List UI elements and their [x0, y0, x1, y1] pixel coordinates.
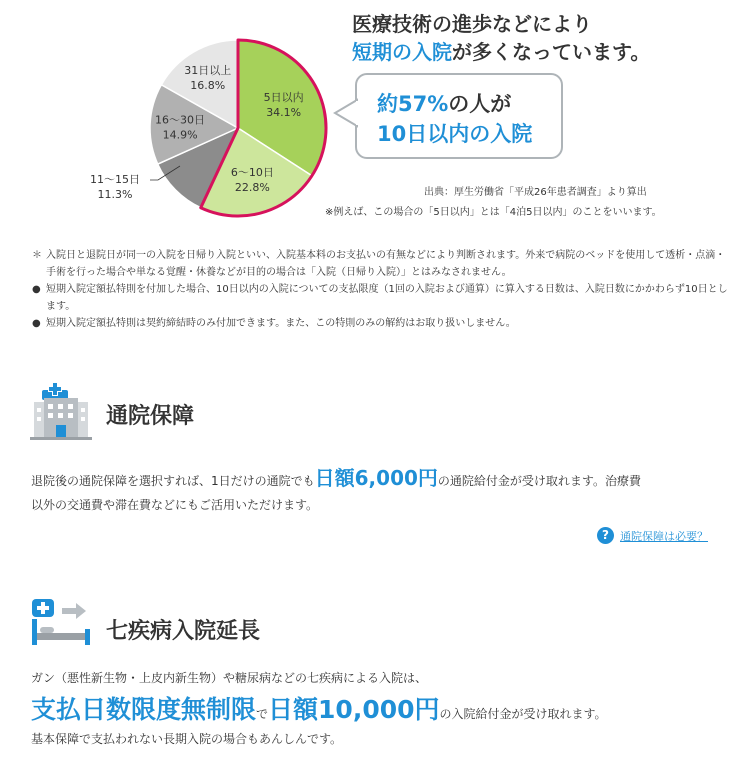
seven-diseases-emph: 支払日数限度無制限 — [31, 695, 257, 724]
seven-diseases-line3: 基本保障で支払われない長期入院の場合もあんしんです。 — [31, 732, 343, 746]
source-example: ※例えば、この場合の「5日以内」とは「4泊5日以内」のことをいいます。 — [325, 207, 662, 218]
slice-category-label: 5日以内 — [263, 91, 304, 105]
callout-line2 — [352, 38, 650, 66]
leader-line-11-15 — [150, 166, 180, 180]
note-item — [32, 247, 732, 281]
outpatient-title: 通院保障 — [106, 404, 195, 429]
slice-category-label: 16〜30日 — [155, 113, 206, 127]
bubble-text — [377, 89, 532, 149]
slice-value-label: 16.8% — [190, 79, 226, 93]
note-marker: ● — [32, 318, 41, 329]
outpatient-text-post: の通院給付金が受け取れます。治療費 — [437, 474, 641, 488]
slice-category-11-15: 11〜15日 — [90, 173, 140, 186]
slice-value-label: 14.9% — [162, 128, 198, 142]
note-text: 短期入院定額払特則を付加した場合、10日以内の入院についての支払限度（1回の入院および通算）に算入する日数は、入院日数にかかわらず10日とします。 — [46, 284, 728, 312]
source-citation: 出典：厚生労働省「平成26年患者調査」より算出 — [424, 187, 647, 198]
outpatient-amount: 日額6,000円 — [314, 466, 438, 490]
outpatient-faq-link[interactable]: 通院保障は必要？ — [620, 529, 708, 543]
callout-line1: 医療技術の進歩などにより — [352, 12, 592, 36]
seven-diseases-mid: で — [256, 707, 269, 721]
bubble-tail — [335, 100, 357, 126]
seven-diseases-amount: 日額10,000円 — [268, 695, 440, 724]
hospital-icon — [30, 380, 92, 442]
hospital-bed-icon — [30, 597, 92, 647]
callout-line2-rest: が多くなっています。 — [452, 40, 651, 64]
note-item — [32, 315, 732, 332]
note-text: 入院日と退院日が同一の入院を日帰り入院といい、入院基本料のお支払いの有無などにより判断されます。外来で病院のベッドを使用して透析・点滴・手術を行った場合や単なる覚醒・休養などが目的の場合は「入院（日帰り入院）」とはみなされません。 — [46, 250, 726, 278]
callout-heading — [352, 10, 650, 66]
speech-bubble — [355, 73, 563, 159]
seven-diseases-title: 七疾病入院延長 — [106, 619, 261, 644]
question-icon[interactable]: ? — [597, 527, 614, 544]
arrow-right-icon — [62, 603, 86, 619]
outpatient-line2: 以外の交通費や滞在費などにもご活用いただけます。 — [31, 498, 319, 512]
outpatient-text-pre: 退院後の通院保障を選択すれば、1日だけの通院でも — [31, 474, 315, 488]
slice-value-label: 34.1% — [266, 106, 302, 120]
note-text: 短期入院定額払特則は契約締結時のみ付加できます。また、この特則のみの解約はお取り扱いしません。 — [46, 318, 516, 329]
seven-diseases-line2-post: の入院給付金が受け取れます。 — [439, 707, 607, 721]
slice-label-outside-11-15 — [85, 172, 145, 202]
bubble-tail-svg — [333, 98, 359, 128]
note-marker: ＊ — [32, 250, 42, 261]
callout-highlight: 短期の入院 — [352, 40, 452, 64]
notes-list — [32, 247, 732, 332]
slice-value-11-15: 11.3% — [97, 188, 133, 201]
bubble-percent: 約57% — [377, 92, 449, 116]
slice-value-label: 22.8% — [234, 180, 270, 194]
seven-diseases-line1: ガン（悪性新生物・上皮内新生物）や糖尿病などの七疾病による入院は、 — [31, 671, 428, 685]
outpatient-faq-link-row[interactable] — [597, 527, 708, 544]
slice-category-label: 31日以上 — [184, 64, 232, 78]
note-marker: ● — [32, 284, 41, 295]
slice-category-label: 6〜10日 — [230, 165, 274, 179]
bubble-line1-rest: の人が — [448, 92, 512, 116]
note-item — [32, 281, 732, 315]
bubble-line2: 10日以内の入院 — [377, 122, 533, 146]
